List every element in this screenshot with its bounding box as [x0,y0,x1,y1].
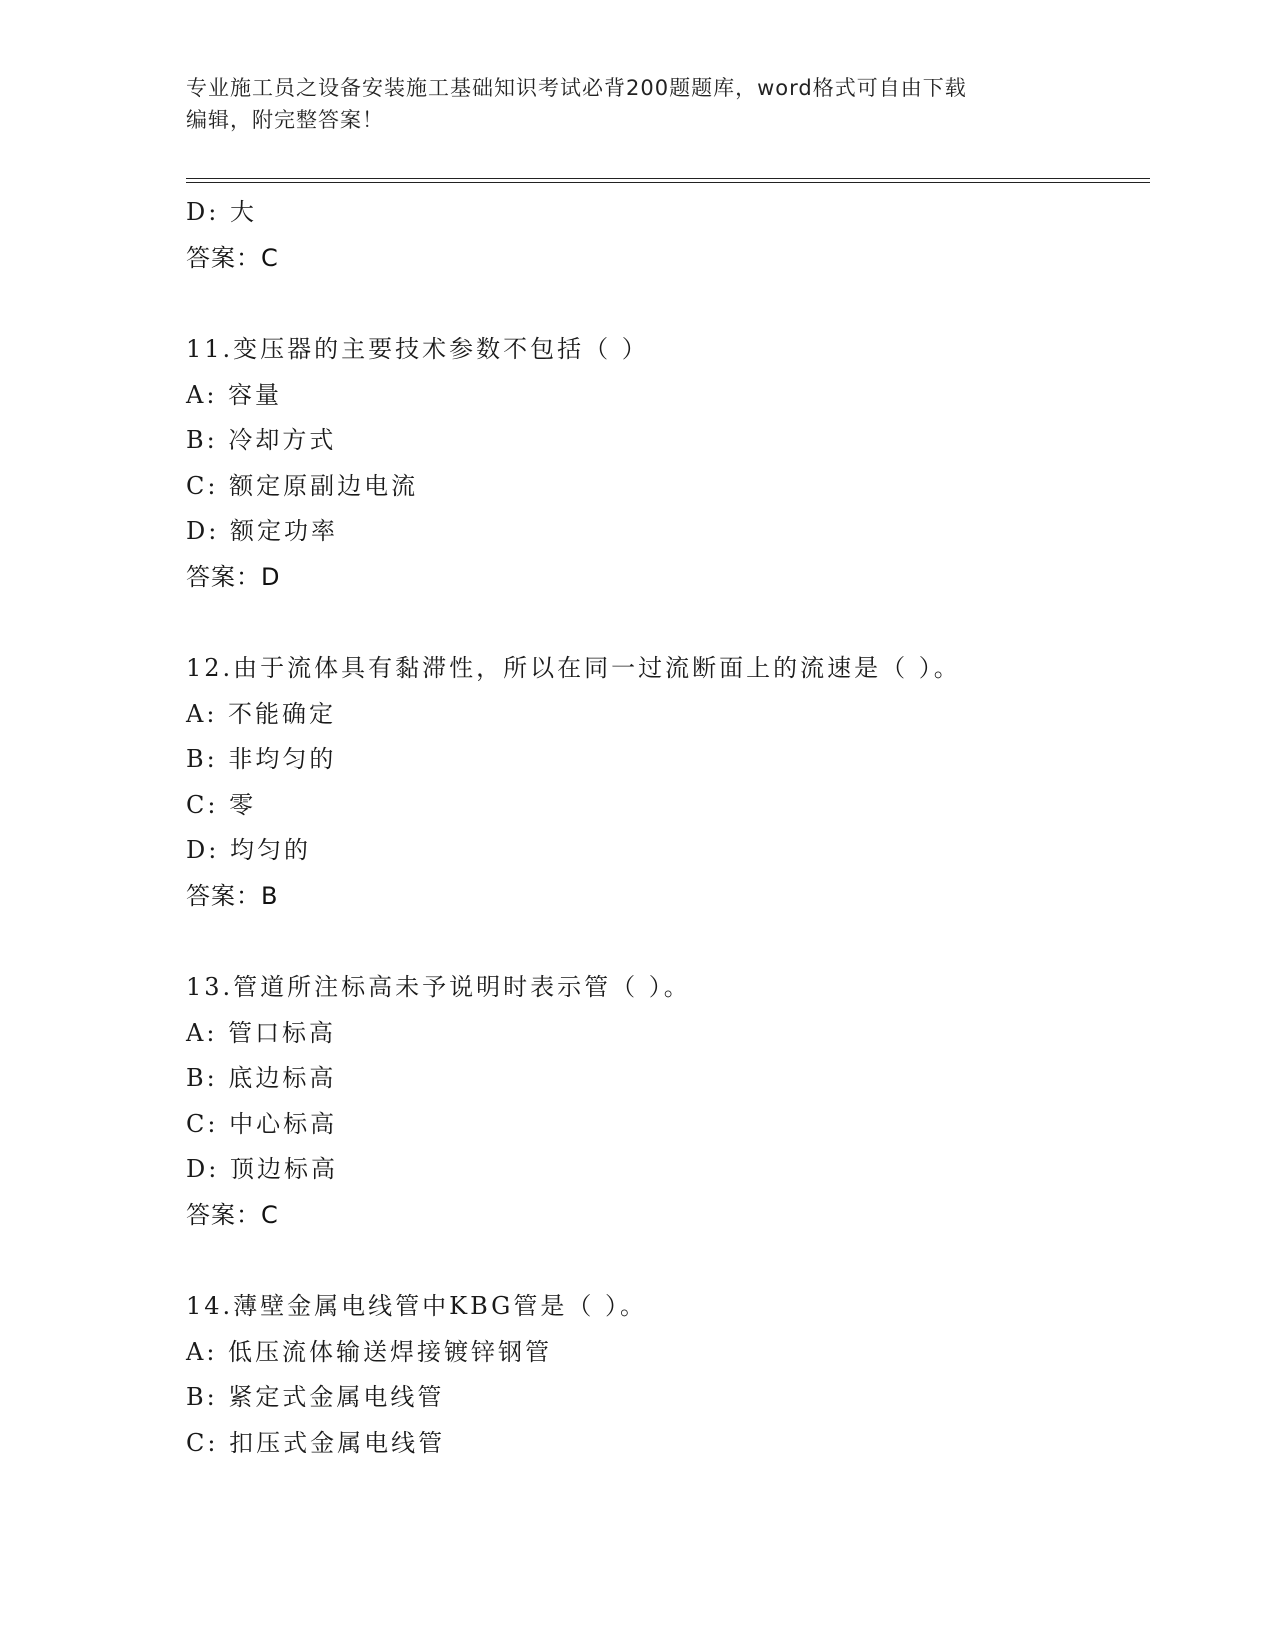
question-13-answer: 答案：C [186,1200,279,1229]
header-line-2: 编辑，附完整答案！ [186,108,384,132]
question-13-stem: 13.管道所注标高未予说明时表示管（ ）。 [186,973,691,1001]
spacer [186,600,1146,646]
spacer [186,919,1146,965]
question-11-option-c: C: 额定原副边电流 [186,471,419,500]
spacer [186,281,1146,327]
question-12-option-b: B: 非均匀的 [186,745,337,773]
question-14-option-b: B: 紧定式金属电线管 [186,1383,445,1411]
question-14-stem: 14.薄壁金属电线管中KBG管是（ ）。 [186,1292,647,1320]
prev-question-answer: 答案：C [186,243,279,272]
question-12-option-c: C: 零 [186,790,257,819]
spacer [186,1238,1146,1284]
question-12-stem: 12.由于流体具有黏滞性，所以在同一过流断面上的流速是（ ）。 [186,654,961,682]
question-list [186,190,1146,1466]
question-11-answer: 答案：D [186,562,281,591]
question-13-option-d: D: 顶边标高 [186,1155,338,1183]
question-12-option-a: A: 不能确定 [186,699,337,728]
header-line-1: 专业施工员之设备安装施工基础知识考试必背200题题库，word格式可自由下载 [186,76,967,100]
question-12-option-d: D: 均匀的 [186,836,311,864]
question-11-stem: 11.变压器的主要技术参数不包括（ ） [186,335,649,363]
question-12-answer: 答案：B [186,881,279,910]
question-13-option-b: B: 底边标高 [186,1064,337,1092]
header-divider [186,178,1150,183]
question-11-option-b: B: 冷却方式 [186,426,337,454]
question-13-option-a: A: 管口标高 [186,1018,337,1047]
question-11-option-a: A: 容量 [186,380,283,409]
prev-question-option-d: D: 大 [186,198,257,226]
question-11-option-d: D: 额定功率 [186,517,338,545]
question-14-option-a: A: 低压流体输送焊接镀锌钢管 [186,1337,553,1366]
document-header [186,72,1066,136]
question-14-option-c: C: 扣压式金属电线管 [186,1428,446,1457]
question-13-option-c: C: 中心标高 [186,1109,338,1138]
